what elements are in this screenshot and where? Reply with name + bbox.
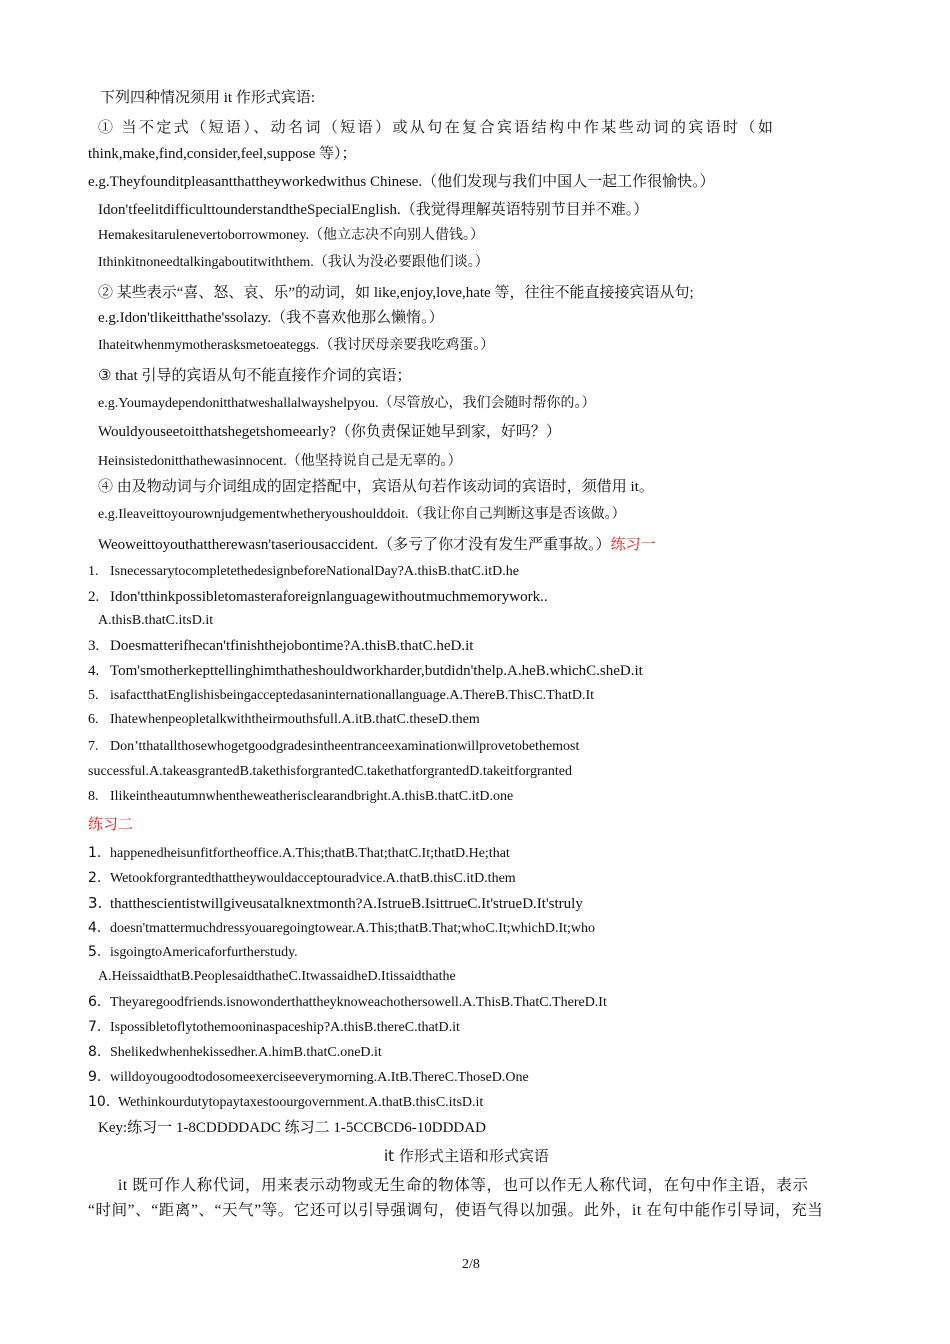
exercise-2-item-5-options: A.HeissaidthatB.PeoplesaidthatheC.ItwassaidheD.Itissaidthathe [98,969,456,984]
example-2-b: Ihateitwhenmymotherasksmetoeateggs.（我讨厌母亲要我吃鸡蛋。） [98,338,495,353]
rule-4-line: ④ 由及物动词与介词组成的固定搭配中，宾语从句若作该动词的宾语时，须借用 it。 [98,479,654,495]
rule-3-line: ③ that 引导的宾语从句不能直接作介词的宾语； [98,368,412,384]
example-1-d: Ithinkitnoneedtalkingaboutitwiththem.（我认为没必要跟他们谈。） [98,255,489,270]
section-1-title: 练习一 [610,537,656,553]
exercise-1-item-8: 8. Ilikeintheautumnwhentheweatherisclearandbright.A.thisB.thatC.itD.one [88,789,514,804]
intro-line: 下列四种情况须用 it 作形式宾语: [100,90,316,106]
example-4-b [98,535,656,555]
answer-key: Key:练习一 1-8CDDDDADC 练习二 1-5CCBCD6-10DDDAD [98,1120,486,1136]
example-4-a: e.g.Ileaveittoyourownjudgementwhetheryoushoulddoit.（我让你自己判断这事是否该做。） [98,507,626,522]
exercise-2-item-4: 4. doesn'tmattermuchdressyouaregoingtowear.A.This;thatB.That;whoC.It;whichD.It;who [88,920,596,936]
rule-1-line-2: think,make,find,consider,feel,suppose 等）； [88,146,357,162]
example-2-a: e.g.Idon'tlikeitthathe'ssolazy.（我不喜欢他那么懒惰。） [98,310,444,326]
paragraph-line-2: “时间”、“距离”、“天气”等。它还可以引导强调句，使语气得以加强。此外，it 在句中能作引导词，充当 [88,1202,824,1219]
exercise-2-item-7: 7. Ispossibletoflytothemooninaspaceship?A.thisB.thereC.thatD.it [88,1019,460,1035]
example-1-a: e.g.Theyfounditpleasantthattheyworkedwithus Chinese.（他们发现与我们中国人一起工作很愉快。） [88,174,715,190]
exercise-2-item-10: 10. Wethinkourdutytopaytaxestoourgovernment.A.thatB.thisC.itsD.it [88,1094,484,1110]
page-number: 2/8 [462,1257,480,1272]
exercise-1-item-6: 6. Ihatewhenpeopletalkwiththeirmouthsfull.A.itB.thatC.theseD.them [88,712,480,727]
exercise-2-item-9: 9. willdoyougoodtodosomeexerciseeverymorning.A.ItB.ThereC.ThoseD.One [88,1069,529,1085]
exercise-2-item-5: 5. isgoingtoAmericaforfurtherstudy. [88,944,298,960]
exercise-2-item-2: 2. Wetookforgrantedthattheywouldacceptouradvice.A.thatB.thisC.itD.them [88,870,516,886]
section-2-title: 练习二 [88,817,134,833]
exercise-1-item-2-options: A.thisB.thatC.itsD.it [98,613,214,628]
paragraph-line-1: it 既可作人称代词，用来表示动物或无生命的物体等，也可以作无人称代词，在句中作主语，表示 [118,1177,809,1194]
exercise-1-item-5: 5. isafactthatEnglishisbeingacceptedasaninternationallanguage.A.ThereB.ThisC.ThatD.It [88,688,594,703]
exercise-2-item-1: 1. happenedheisunfitfortheoffice.A.This;thatB.That;thatC.It;thatD.He;that [88,845,510,861]
example-1-c: Hemakesitarulenevertoborrowmoney.（他立志决不向别人借钱。） [98,228,484,243]
exercise-1-item-1: 1. IsnecessarytocompletethedesignbeforeNationalDay?A.thisB.thatC.itD.he [88,564,519,579]
exercise-1-item-2: 2. Idon'tthinkpossibletomasteraforeignlanguagewithoutmuchmemorywork.. [88,589,548,605]
example-3-b: Wouldyouseetoitthatshegetshomeearly?（你负责保证她早到家，好吗？） [98,424,561,440]
rule-1-line-1: ① 当不定式（短语）、动名词（短语）或从句在复合宾语结构中作某些动词的宾语时（如 [98,120,776,136]
example-4-b-text: Weoweittoyouthattherewasn'taseriousaccident.（多亏了你才没有发生严重事故。） [98,537,611,553]
exercise-1-item-3: 3. Doesmatterifhecan'tfinishthejobontime?A.thisB.thatC.heD.it [88,638,474,654]
exercise-1-item-7: 7. Don’tthatallthosewhogetgoodgradesintheentranceexaminationwillprovetobethemost [88,739,580,754]
exercise-2-item-6: 6. Theyaregoodfriends.isnowonderthattheyknoweachothersowell.A.ThisB.ThatC.ThereD.It [88,994,607,1010]
example-1-b: Idon'tfeelitdifficulttounderstandtheSpecialEnglish.（我觉得理解英语特别节目并不难。） [98,202,649,218]
rule-2-line: ② 某些表示“喜、怒、哀、乐”的动词，如 like,enjoy,love,hate 等，往往不能直接接宾语从句; [98,285,694,301]
exercise-2-item-3: 3. thatthescientistwillgiveusatalknextmonth?A.IstrueB.IsittrueC.It'strueD.It'struly [88,894,583,912]
example-3-a: e.g.Youmaydependonitthatweshallalwayshelpyou.（尽管放心，我们会随时帮你的。） [98,396,596,411]
example-3-c: Heinsistedonitthathewasinnocent.（他坚持说自己是无辜的。） [98,454,462,469]
exercise-1-item-4: 4. Tom'smotherkepttellinghimthatheshouldworkharder,butdidn'thelp.A.heB.whichC.sheD.it [88,663,643,679]
exercise-2-item-8: 8. Shelikedwhenhekissedher.A.himB.thatC.oneD.it [88,1044,382,1060]
exercise-1-item-7-options: successful.A.takeasgrantedB.takethisforgrantedC.takethatforgrantedD.takeitforgranted [88,764,572,779]
section-heading: it 作形式主语和形式宾语 [384,1147,549,1165]
